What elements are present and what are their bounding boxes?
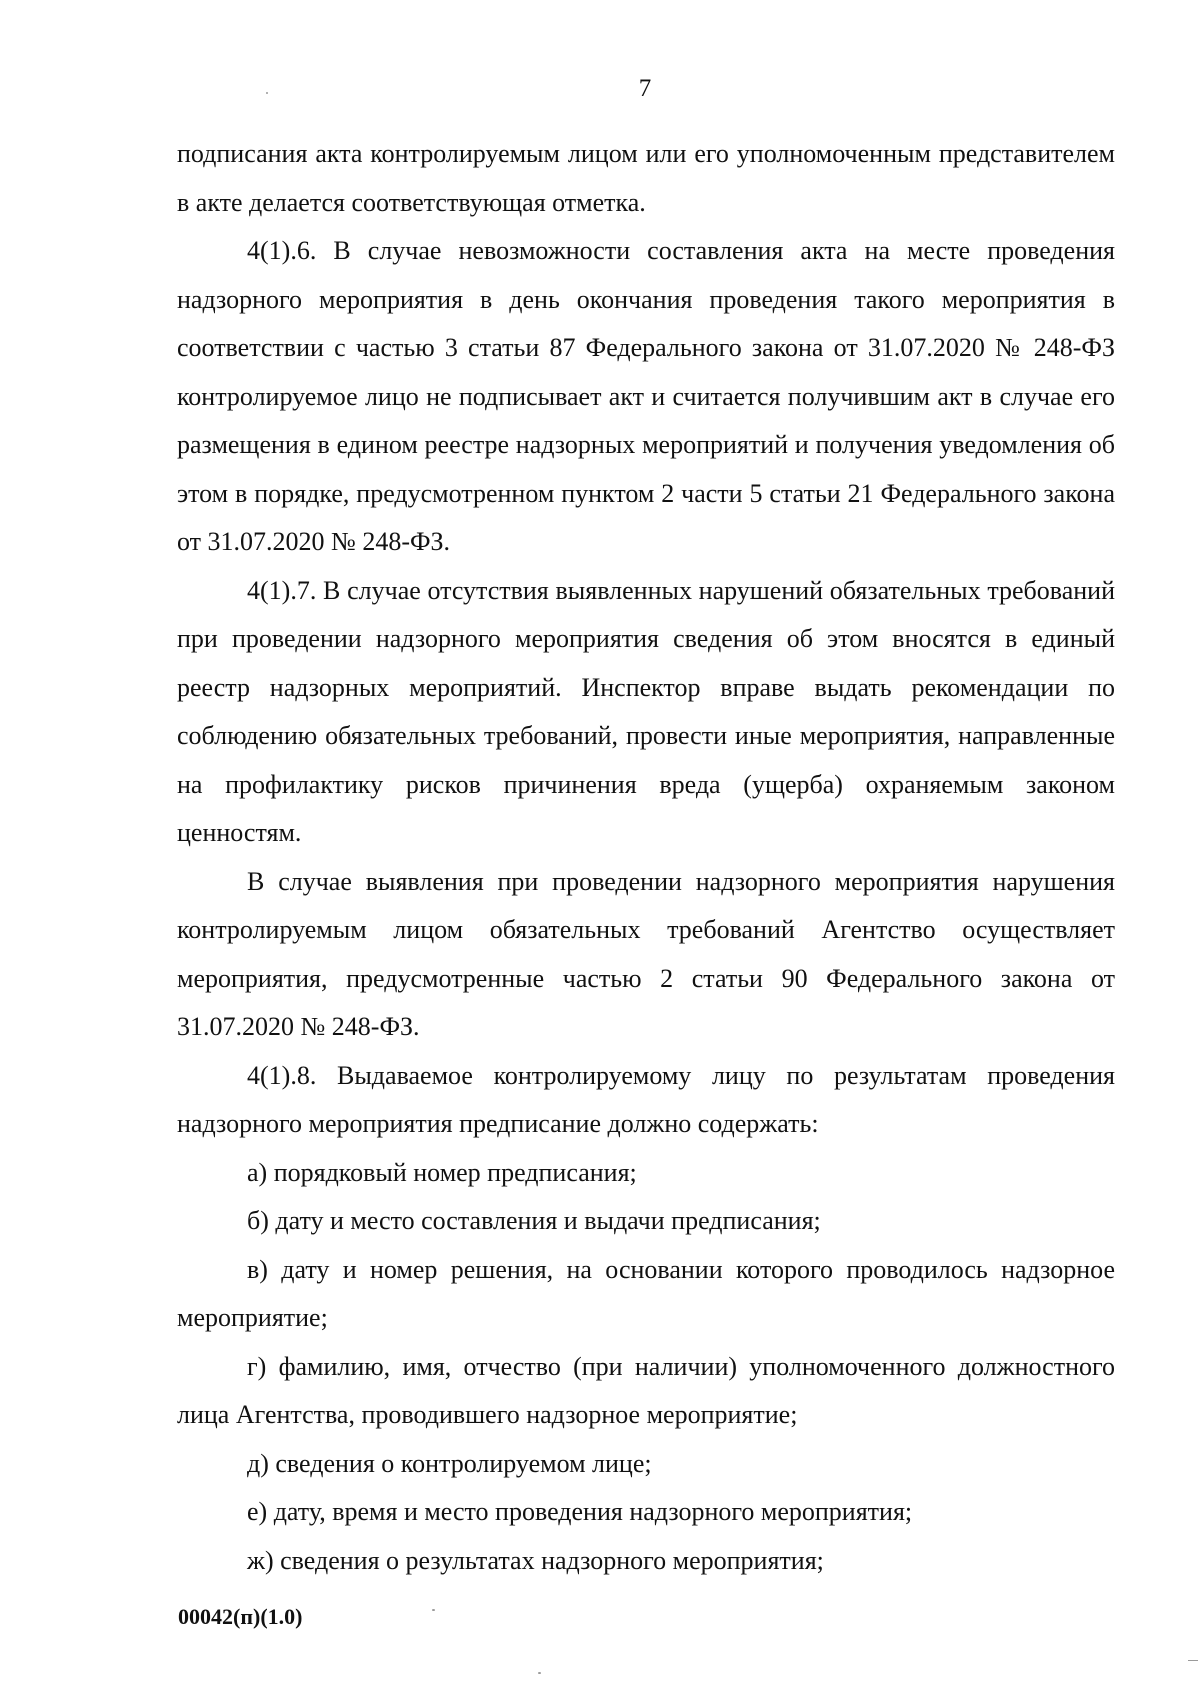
scan-speck xyxy=(432,1609,435,1611)
list-item-d: д) сведения о контролируемом лице; xyxy=(247,1448,652,1478)
scan-speck xyxy=(1188,1660,1198,1661)
document-code: 00042(п)(1.0) xyxy=(178,1604,303,1629)
list-item-g: г) фамилию, имя, отчество (при наличии) уполномоченного должностного лица Агентства, проводившего надзорное мероприятие; xyxy=(177,1351,1115,1429)
paragraph-4-1-7: 4(1).7. В случае отсутствия выявленных нарушений обязательных требований при проведении надзорного мероприятия сведения об этом вносятся в единый реестр надзорных мероприятий. Инспектор вправе выдать рекомендации по соблюдению обязательных требований, провести иные мероприятия, направленные на профилактику рисков причинения вреда (ущерба) охраняемым законом ценностям. xyxy=(177,575,1115,847)
page-number: 7 xyxy=(638,75,652,102)
paragraph-4-1-8: 4(1).8. Выдаваемое контролируемому лицу по результатам проведения надзорного мероприятия предписание должно содержать: xyxy=(177,1060,1115,1138)
paragraph-continuation: подписания акта контролируемым лицом или его уполномоченным представителем в акте делается соответствующая отметка. xyxy=(177,139,1115,217)
list-item-e: е) дату, время и место проведения надзорного мероприятия; xyxy=(247,1497,913,1526)
scan-speck xyxy=(266,92,268,94)
paragraph-4-1-6: 4(1).6. В случае невозможности составления акта на месте проведения надзорного мероприятия в день окончания проведения такого мероприятия в соответствии с частью 3 статьи 87 Федерального закона от 31.07.2020 № 248-ФЗ контролируемое лицо не подписывает акт и считается получившим акт в случае его размещения в едином реестре надзорных мероприятий и получения уведомления об этом в порядке, предусмотренном пунктом 2 части 5 статьи 21 Федерального закона от 31.07.2020 № 248-ФЗ. xyxy=(177,236,1115,556)
list-item-a: а) порядковый номер предписания; xyxy=(247,1157,637,1187)
list-item-b: б) дату и место составления и выдачи предписания; xyxy=(247,1206,821,1235)
scan-speck xyxy=(538,1672,541,1674)
document-body xyxy=(177,130,1115,1585)
list-item-v: в) дату и номер решения, на основании которого проводилось надзорное мероприятие; xyxy=(177,1254,1115,1332)
paragraph-violations: В случае выявления при проведении надзорного мероприятия нарушения контролируемым лицом обязательных требований Агентство осуществляет мероприятия, предусмотренные частью 2 статьи 90 Федерального закона от 31.07.2020 № 248-ФЗ. xyxy=(177,866,1115,1041)
list-item-zh: ж) сведения о результатах надзорного мероприятия; xyxy=(247,1545,824,1575)
